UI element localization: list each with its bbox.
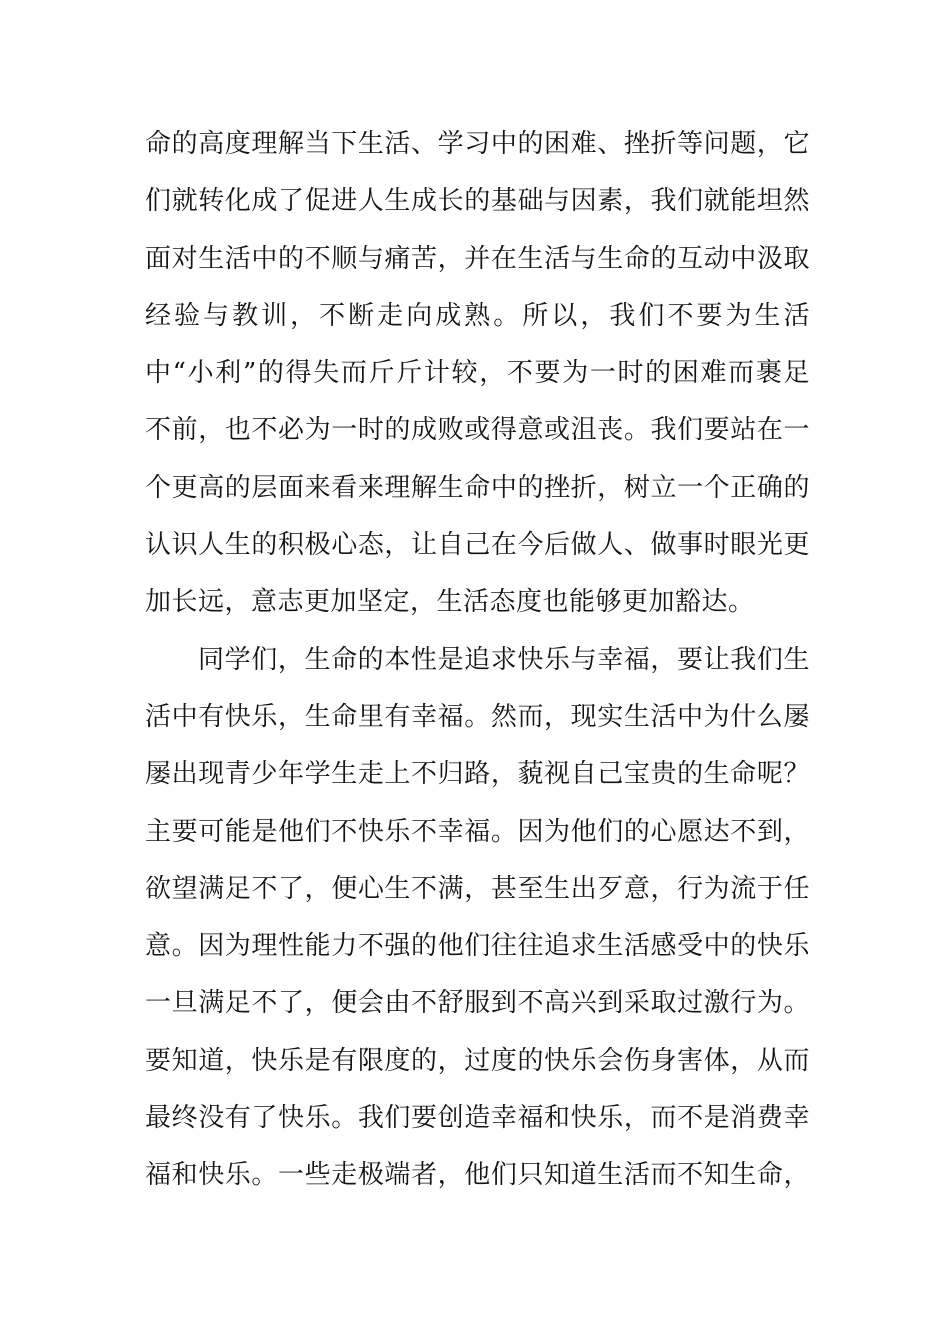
text-line: 一旦满足不了，便会由不舒服到不高兴到采取过激行为。 (145, 988, 810, 1019)
text-line: 意。因为理性能力不强的他们往往追求生活感受中的快乐 (145, 931, 810, 962)
text-line: 个更高的层面来看来理解生命中的挫折，树立一个正确的 (145, 472, 810, 503)
text-line: 最终没有了快乐。我们要创造幸福和快乐，而不是消费幸 (145, 1103, 810, 1134)
text-line: 面对生活中的不顺与痛苦，并在生活与生命的互动中汲取 (145, 243, 810, 274)
text-line: 认识人生的积极心态，让自己在今后做人、做事时眼光更 (145, 530, 810, 561)
body-text (145, 116, 810, 1205)
text-line: 不前，也不必为一时的成败或得意或沮丧。我们要站在一 (145, 415, 810, 446)
text-line: 命的高度理解当下生活、学习中的困难、挫折等问题，它 (145, 129, 810, 159)
text-line: 福和快乐。一些走极端者，他们只知道生活而不知生命， (145, 1160, 810, 1191)
text-line: 加长远，意志更加坚定，生活态度也能够更加豁达。 (145, 587, 755, 618)
text-line: 欲望满足不了，便心生不满，甚至生出歹意，行为流于任 (145, 873, 810, 904)
text-line: 屡出现青少年学生走上不归路，藐视自己宝贵的生命呢？ (145, 759, 810, 790)
text-line: 们就转化成了促进人生成长的基础与因素，我们就能坦然 (145, 186, 810, 217)
text-line: 经验与教训，不断走向成熟。所以，我们不要为生活 (145, 300, 810, 331)
text-line: 活中有快乐，生命里有幸福。然而，现实生活中为什么屡 (145, 701, 810, 732)
text-line: 中“小利”的得失而斤斤计较，不要为一时的困难而裹足 (145, 358, 810, 389)
text-line: 主要可能是他们不快乐不幸福。因为他们的心愿达不到， (145, 816, 810, 847)
text-line: 同学们，生命的本性是追求快乐与幸福，要让我们生 (198, 644, 810, 675)
paragraph-1 (145, 116, 810, 632)
text-line: 要知道，快乐是有限度的，过度的快乐会伤身害体，从而 (145, 1045, 810, 1076)
paragraph-2 (145, 632, 810, 1205)
